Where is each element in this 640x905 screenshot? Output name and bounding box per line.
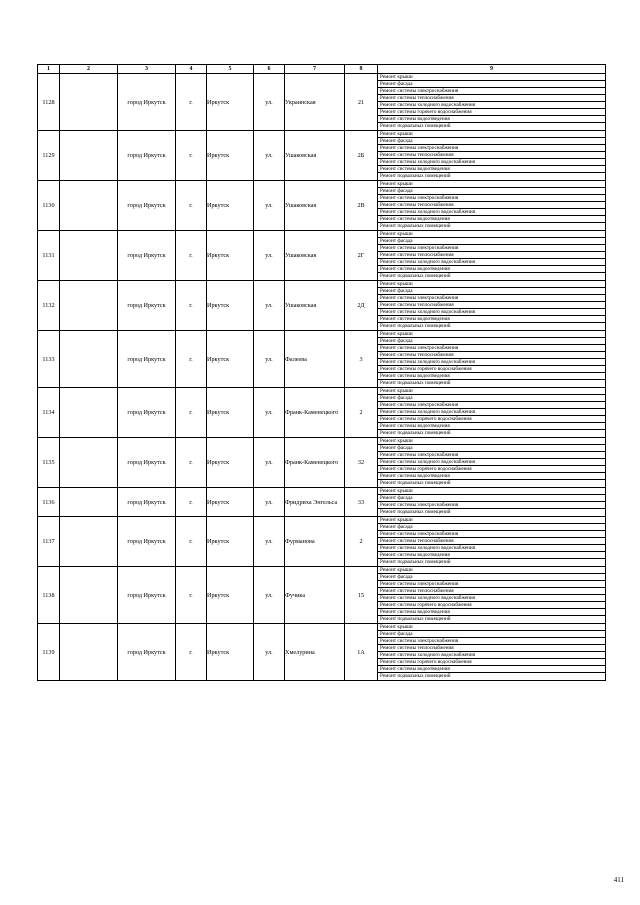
locality-name-cell: Иркутск <box>207 624 254 681</box>
work-item: Ремонт крыши <box>378 438 605 445</box>
table-row <box>38 331 606 388</box>
work-item: Ремонт системы водоотведения <box>378 216 605 223</box>
work-item: Ремонт системы водоотведения <box>378 473 605 480</box>
header-col-1: 1 <box>38 65 60 74</box>
work-item: Ремонт фасада <box>378 395 605 402</box>
work-item: Ремонт системы горячего водоснабжения <box>378 366 605 373</box>
table-row <box>38 74 606 131</box>
row-number: 1133 <box>38 331 60 388</box>
municipality-cell: город Иркутск <box>118 281 176 331</box>
municipality-cell: город Иркутск <box>118 74 176 131</box>
work-item: Ремонт системы водоотведения <box>378 423 605 430</box>
work-item: Ремонт системы водоотведения <box>378 166 605 173</box>
municipality-cell: город Иркутск <box>118 517 176 567</box>
work-item: Ремонт системы холодного водоснабжения <box>378 102 605 109</box>
work-item: Ремонт фасада <box>378 495 605 502</box>
locality-type-cell: г. <box>176 567 207 624</box>
street-name-cell: Ушаковская <box>285 181 345 231</box>
house-number-cell: 3 <box>345 331 378 388</box>
row-number: 1138 <box>38 567 60 624</box>
work-item: Ремонт системы теплоснабжения <box>378 352 605 359</box>
work-item: Ремонт системы горячего водоснабжения <box>378 602 605 609</box>
work-item: Ремонт системы электроснабжения <box>378 402 605 409</box>
header-col-6: 6 <box>254 65 285 74</box>
work-item: Ремонт подвальных помещений <box>380 173 451 179</box>
locality-name-cell: Иркутск <box>207 231 254 281</box>
work-item: Ремонт системы водоотведения <box>378 116 605 123</box>
row-blank-cell <box>60 438 118 488</box>
table-row <box>38 231 606 281</box>
locality-name-cell: Иркутск <box>207 74 254 131</box>
street-name-cell: Ушаковская <box>285 281 345 331</box>
locality-name-cell: Иркутск <box>207 181 254 231</box>
header-col-5: 5 <box>207 65 254 74</box>
municipality-cell: город Иркутск <box>118 131 176 181</box>
work-item: Ремонт системы электроснабжения <box>378 245 605 252</box>
house-number-cell: 2В <box>345 181 378 231</box>
house-number-cell: 2 <box>345 388 378 438</box>
work-item: Ремонт системы электроснабжения <box>378 638 605 645</box>
street-name-cell: Фурманова <box>285 517 345 567</box>
works-list-cell <box>378 281 606 331</box>
house-number-cell: 15 <box>345 567 378 624</box>
municipality-cell: город Иркутск <box>118 567 176 624</box>
work-item: Ремонт системы горячего водоснабжения <box>378 466 605 473</box>
work-item: Ремонт системы холодного водоснабжения <box>378 159 605 166</box>
work-item: Ремонт фасада <box>378 338 605 345</box>
work-item: Ремонт крыши <box>378 388 605 395</box>
works-list-cell <box>378 331 606 388</box>
locality-type-cell: г. <box>176 281 207 331</box>
municipality-cell: город Иркутск <box>118 231 176 281</box>
table-row <box>38 567 606 624</box>
locality-name-cell: Иркутск <box>207 281 254 331</box>
house-number-cell: 2 <box>345 517 378 567</box>
house-number-cell: 32 <box>345 438 378 488</box>
locality-type-cell: г. <box>176 131 207 181</box>
work-item: Ремонт подвальных помещений <box>380 616 451 622</box>
works-list-cell <box>378 438 606 488</box>
house-number-cell: 2Д <box>345 281 378 331</box>
locality-type-cell: г. <box>176 517 207 567</box>
table-row <box>38 181 606 231</box>
works-list-cell <box>378 517 606 567</box>
row-blank-cell <box>60 281 118 331</box>
locality-name-cell: Иркутск <box>207 567 254 624</box>
house-number-cell: 2Б <box>345 131 378 181</box>
row-number: 1129 <box>38 131 60 181</box>
work-item: Ремонт системы водоотведения <box>378 266 605 273</box>
work-item: Ремонт крыши <box>378 567 605 574</box>
street-name-cell: Хмелурина <box>285 624 345 681</box>
header-row <box>38 65 606 74</box>
street-type-cell: ул. <box>254 488 285 517</box>
house-number-cell: 1А <box>345 624 378 681</box>
table-row <box>38 624 606 681</box>
house-number-cell: 33 <box>345 488 378 517</box>
header-col-9: 9 <box>378 65 606 74</box>
work-item: Ремонт фасада <box>378 445 605 452</box>
page-number: 411 <box>613 876 624 884</box>
work-item: Ремонт системы теплоснабжения <box>378 538 605 545</box>
street-type-cell: ул. <box>254 388 285 438</box>
work-item: Ремонт фасада <box>378 138 605 145</box>
row-blank-cell <box>60 488 118 517</box>
locality-name-cell: Иркутск <box>207 517 254 567</box>
row-number: 1128 <box>38 74 60 131</box>
row-number: 1135 <box>38 438 60 488</box>
work-item: Ремонт подвальных помещений <box>380 430 451 436</box>
row-blank-cell <box>60 331 118 388</box>
street-name-cell: Франк-Каменецкого <box>285 438 345 488</box>
work-item: Ремонт крыши <box>378 331 605 338</box>
work-item: Ремонт системы электроснабжения <box>378 345 605 352</box>
work-item: Ремонт системы теплоснабжения <box>378 202 605 209</box>
street-name-cell: Украинская <box>285 74 345 131</box>
work-item: Ремонт фасада <box>378 188 605 195</box>
work-item: Ремонт системы водоотведения <box>378 609 605 616</box>
locality-type-cell: г. <box>176 231 207 281</box>
row-blank-cell <box>60 74 118 131</box>
work-item: Ремонт системы водоотведения <box>378 666 605 673</box>
work-item: Ремонт подвальных помещений <box>380 480 451 486</box>
work-item: Ремонт системы электроснабжения <box>378 531 605 538</box>
street-type-cell: ул. <box>254 567 285 624</box>
work-item: Ремонт системы теплоснабжения <box>378 302 605 309</box>
street-name-cell: Франк-Каменецкого <box>285 388 345 438</box>
locality-type-cell: г. <box>176 438 207 488</box>
locality-name-cell: Иркутск <box>207 388 254 438</box>
work-item: Ремонт системы теплоснабжения <box>378 95 605 102</box>
works-list-cell <box>378 131 606 181</box>
works-list-cell <box>378 488 606 517</box>
header-col-8: 8 <box>345 65 378 74</box>
house-number-cell: 2Г <box>345 231 378 281</box>
work-item: Ремонт фасада <box>378 238 605 245</box>
work-item: Ремонт системы электроснабжения <box>378 145 605 152</box>
locality-type-cell: г. <box>176 74 207 131</box>
work-item: Ремонт системы электроснабжения <box>378 452 605 459</box>
work-item: Ремонт системы электроснабжения <box>378 295 605 302</box>
row-blank-cell <box>60 517 118 567</box>
work-item: Ремонт фасада <box>378 631 605 638</box>
locality-name-cell: Иркутск <box>207 131 254 181</box>
work-item: Ремонт системы водоотведения <box>378 373 605 380</box>
works-list-cell <box>378 567 606 624</box>
work-item: Ремонт системы холодного водоснабжения <box>378 309 605 316</box>
locality-type-cell: г. <box>176 331 207 388</box>
locality-type-cell: г. <box>176 181 207 231</box>
table-row <box>38 438 606 488</box>
work-item: Ремонт системы теплоснабжения <box>378 588 605 595</box>
works-list-cell <box>378 74 606 131</box>
work-item: Ремонт крыши <box>378 181 605 188</box>
municipality-cell: город Иркутск <box>118 388 176 438</box>
street-type-cell: ул. <box>254 517 285 567</box>
work-item: Ремонт фасада <box>378 574 605 581</box>
row-blank-cell <box>60 624 118 681</box>
works-list-cell <box>378 231 606 281</box>
work-item: Ремонт фасада <box>378 524 605 531</box>
locality-type-cell: г. <box>176 388 207 438</box>
work-item: Ремонт системы теплоснабжения <box>378 252 605 259</box>
work-item: Ремонт подвальных помещений <box>380 673 451 679</box>
house-number-cell: 21 <box>345 74 378 131</box>
work-item: Ремонт системы холодного водоснабжения <box>378 209 605 216</box>
work-item: Ремонт крыши <box>378 488 605 495</box>
table-row <box>38 281 606 331</box>
work-item: Ремонт подвальных помещений <box>380 123 451 129</box>
row-number: 1132 <box>38 281 60 331</box>
work-item: Ремонт подвальных помещений <box>380 559 451 565</box>
row-blank-cell <box>60 388 118 438</box>
header-col-3: 3 <box>118 65 176 74</box>
work-item: Ремонт системы холодного водоснабжения <box>378 259 605 266</box>
work-item: Ремонт подвальных помещений <box>380 323 451 329</box>
street-type-cell: ул. <box>254 624 285 681</box>
row-number: 1134 <box>38 388 60 438</box>
work-item: Ремонт крыши <box>378 74 605 81</box>
street-type-cell: ул. <box>254 74 285 131</box>
work-item: Ремонт подвальных помещений <box>380 223 451 229</box>
locality-name-cell: Иркутск <box>207 438 254 488</box>
street-name-cell: Ушаковская <box>285 131 345 181</box>
row-number: 1136 <box>38 488 60 517</box>
street-type-cell: ул. <box>254 131 285 181</box>
work-item: Ремонт системы холодного водоснабжения <box>378 652 605 659</box>
municipality-cell: город Иркутск <box>118 181 176 231</box>
locality-type-cell: г. <box>176 488 207 517</box>
work-item: Ремонт подвальных помещений <box>380 380 451 386</box>
work-item: Ремонт системы теплоснабжения <box>378 645 605 652</box>
street-type-cell: ул. <box>254 231 285 281</box>
work-item: Ремонт системы теплоснабжения <box>378 152 605 159</box>
work-item: Ремонт системы электроснабжения <box>378 502 605 509</box>
table-row <box>38 388 606 438</box>
work-item: Ремонт системы водоотведения <box>378 316 605 323</box>
street-name-cell: Фалеева <box>285 331 345 388</box>
street-type-cell: ул. <box>254 438 285 488</box>
municipality-cell: город Иркутск <box>118 488 176 517</box>
street-type-cell: ул. <box>254 331 285 388</box>
work-item: Ремонт крыши <box>378 624 605 631</box>
work-item: Ремонт системы холодного водоснабжения <box>378 459 605 466</box>
row-number: 1130 <box>38 181 60 231</box>
works-list-cell <box>378 624 606 681</box>
row-blank-cell <box>60 181 118 231</box>
row-number: 1137 <box>38 517 60 567</box>
street-type-cell: ул. <box>254 281 285 331</box>
work-item: Ремонт системы холодного водоснабжения <box>378 359 605 366</box>
work-item: Ремонт системы горячего водоснабжения <box>378 109 605 116</box>
row-blank-cell <box>60 131 118 181</box>
work-item: Ремонт системы горячего водоснабжения <box>378 659 605 666</box>
work-item: Ремонт крыши <box>378 231 605 238</box>
locality-name-cell: Иркутск <box>207 488 254 517</box>
street-name-cell: Фучика <box>285 567 345 624</box>
header-col-4: 4 <box>176 65 207 74</box>
locality-type-cell: г. <box>176 624 207 681</box>
street-name-cell: Фридриха Энгельса <box>285 488 345 517</box>
municipality-cell: город Иркутск <box>118 438 176 488</box>
work-item: Ремонт крыши <box>378 281 605 288</box>
works-list-cell <box>378 181 606 231</box>
work-item: Ремонт системы электроснабжения <box>378 88 605 95</box>
work-item: Ремонт системы горячего водоснабжения <box>378 416 605 423</box>
work-item: Ремонт фасада <box>378 81 605 88</box>
work-item: Ремонт крыши <box>378 517 605 524</box>
street-name-cell: Ушаковская <box>285 231 345 281</box>
street-type-cell: ул. <box>254 181 285 231</box>
table-row <box>38 517 606 567</box>
work-item: Ремонт системы электроснабжения <box>378 195 605 202</box>
work-item: Ремонт подвальных помещений <box>380 273 451 279</box>
work-item: Ремонт системы водоотведения <box>378 552 605 559</box>
work-item: Ремонт системы холодного водоснабжения <box>378 545 605 552</box>
work-item: Ремонт системы холодного водоснабжения <box>378 409 605 416</box>
municipality-cell: город Иркутск <box>118 624 176 681</box>
row-blank-cell <box>60 567 118 624</box>
row-blank-cell <box>60 231 118 281</box>
row-number: 1131 <box>38 231 60 281</box>
row-number: 1139 <box>38 624 60 681</box>
municipality-cell: город Иркутск <box>118 331 176 388</box>
header-col-2: 2 <box>60 65 118 74</box>
work-item: Ремонт подвальных помещений <box>380 509 451 515</box>
address-register-table <box>37 64 606 681</box>
table-row <box>38 488 606 517</box>
work-item: Ремонт системы электроснабжения <box>378 581 605 588</box>
work-item: Ремонт крыши <box>378 131 605 138</box>
works-list-cell <box>378 388 606 438</box>
locality-name-cell: Иркутск <box>207 331 254 388</box>
work-item: Ремонт фасада <box>378 288 605 295</box>
table-row <box>38 131 606 181</box>
header-col-7: 7 <box>285 65 345 74</box>
work-item: Ремонт системы холодного водоснабжения <box>378 595 605 602</box>
